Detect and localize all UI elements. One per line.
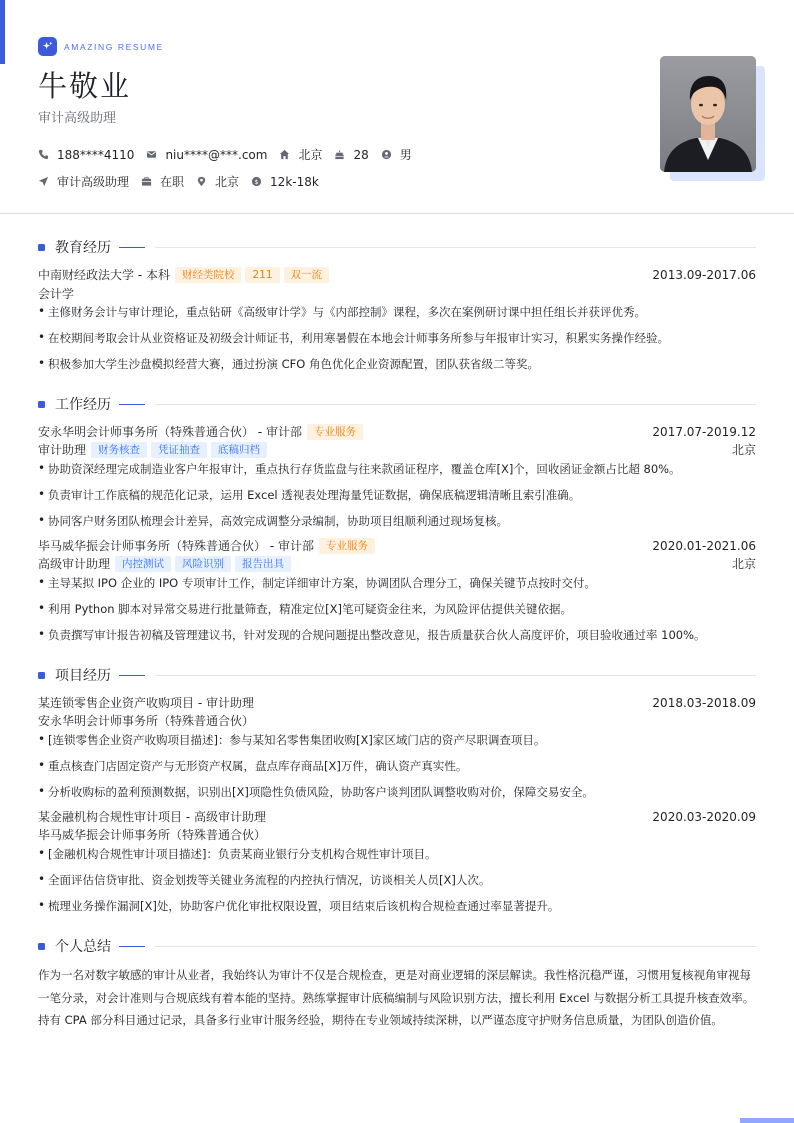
list-item: • 利用 Python 脚本对异常交易进行批量筛查，精准定位[X]笔可疑资金往来，为风险评估提供关键依据。: [38, 601, 573, 616]
summary-text: 作为一名对数字敏感的审计从业者，我始终认为审计不仅是合规检查，更是对商业逻辑的深层解读。我性格沉稳严谨，习惯用复核视角审视每一笔分录，对会计准则与合规底线有着本能的坚持。熟练掌握审计底稿编制与风险识别方法，擅长利用 Excel 与数据分析工具提升核查效率。持有 CPA 部分科目通过记录，具备多行业审计服务经验，期待在专业领域持续深耕，以严谨态度守护财务信息质量，为团队创造价值。: [38, 968, 755, 1027]
contact-row-2: [38, 173, 331, 190]
location-pin-icon: [196, 176, 207, 187]
education-header: [38, 266, 756, 283]
section-education: 教育经历: [38, 237, 756, 257]
contact-phone: 188****4110: [38, 148, 134, 162]
resume-header: [0, 0, 794, 214]
role-tag: 报告出具: [235, 556, 291, 572]
list-item: • 在校期间考取会计从业资格证及初级会计师证书，利用寒暑假在本地会计师事务所参与年报审计实习，积累实务操作经验。: [38, 330, 669, 345]
school-tag: 财经类院校: [175, 267, 242, 283]
company-name: 安永华明会计师事务所（特殊普通合伙） - 审计部: [38, 425, 302, 439]
candidate-name: 牛敬业: [38, 69, 132, 103]
brand-text: AMAZING RESUME: [64, 41, 164, 52]
project-title: 某连锁零售企业资产收购项目 - 审计助理: [38, 696, 254, 710]
contact-home: 北京: [279, 146, 322, 163]
project-date: 2020.03-2020.09: [652, 809, 756, 824]
work-date: 2020.01-2021.06: [652, 538, 756, 553]
project-title: 某金融机构合规性审计项目 - 高级审计助理: [38, 810, 266, 824]
school-tag: 211: [245, 267, 279, 283]
school-name: 中南财经政法大学 - 本科: [38, 268, 170, 282]
list-item: • 梳理业务操作漏洞[X]处，协助客户优化审批权限设置，项目结束后该机构合规检查通过率显著提升。: [38, 898, 560, 913]
project-org: 安永华明会计师事务所（特殊普通合伙）: [38, 714, 255, 728]
brand: [38, 37, 164, 56]
list-item: • 积极参加大学生沙盘模拟经营大赛，通过扮演 CFO 角色优化企业资源配置，团队获省级二等奖。: [38, 356, 540, 371]
work-header: [38, 423, 756, 440]
company-name: 毕马威华振会计师事务所（特殊普通合伙） - 审计部: [38, 539, 314, 553]
job-status: 在职: [141, 173, 184, 190]
role-title: 审计助理: [38, 443, 87, 457]
list-item: • 负责撰写审计报告初稿及管理建议书，针对发现的合规问题提出整改意见，报告质量获合伙人高度评价，项目验收通过率 100%。: [38, 627, 706, 642]
list-item: • 重点核查门店固定资产与无形资产权属，盘点库存商品[X]万件，确认资产真实性。: [38, 758, 468, 773]
svg-text:$: $: [254, 177, 259, 186]
contact-age: 28: [334, 148, 368, 162]
education-major: 会计学: [38, 287, 75, 301]
gender-icon: [381, 149, 392, 160]
education-date: 2013.09-2017.06: [652, 267, 756, 282]
list-item: • [连锁零售企业资产收购项目描述]：参与某知名零售集团收购[X]家区域门店的资产尽职调查项目。: [38, 732, 546, 747]
work-role: [38, 555, 756, 572]
job-city: 北京: [196, 173, 239, 190]
job-salary: $ 12k-18k: [251, 175, 319, 189]
briefcase-icon: [141, 176, 152, 187]
money-icon: [251, 176, 262, 187]
list-item: • 主导某拟 IPO 企业的 IPO 专项审计工作，制定详细审计方案，协调团队合理分工，确保关键节点按时交付。: [38, 575, 596, 590]
bottom-accent-bar: [740, 1118, 794, 1123]
list-item: • 协助资深经理完成制造业客户年报审计，重点执行存货监盘与往来款函证程序，覆盖仓库[X]个，回收函证金额占比超 80%。: [38, 461, 681, 476]
avatar: [660, 56, 766, 182]
project-header: [38, 694, 756, 711]
company-tag: 专业服务: [307, 424, 363, 440]
contact-gender: 男: [381, 146, 412, 163]
project-header: [38, 808, 756, 825]
role-tag: 风险识别: [175, 556, 231, 572]
list-item: • 分析收购标的盈利预测数据，识别出[X]项隐性负债风险，协助客户谈判团队调整收购对价，保障交易安全。: [38, 784, 594, 799]
work-location: 北京: [731, 557, 756, 571]
role-tag: 内控测试: [115, 556, 171, 572]
role-tag: 底稿归档: [211, 442, 267, 458]
cake-icon: [334, 149, 345, 160]
send-icon: [38, 176, 49, 187]
company-tag: 专业服务: [319, 538, 375, 554]
role-tag: 凭证抽查: [151, 442, 207, 458]
avatar-photo: [660, 56, 756, 172]
contact-email: niu****@***.com: [146, 148, 267, 162]
candidate-title: 审计高级助理: [38, 111, 117, 126]
project-date: 2018.03-2018.09: [652, 695, 756, 710]
work-date: 2017.07-2019.12: [652, 424, 756, 439]
job-intent: 审计高级助理: [38, 173, 129, 190]
role-title: 高级审计助理: [38, 557, 111, 571]
section-work: 工作经历: [38, 394, 756, 414]
work-header: [38, 537, 756, 554]
role-tag: 财务核查: [91, 442, 147, 458]
home-icon: [279, 149, 290, 160]
sparkle-icon: [38, 37, 57, 56]
list-item: • 全面评估信贷审批、资金划拨等关键业务流程的内控执行情况，访谈相关人员[X]人次。: [38, 872, 491, 887]
work-role: [38, 441, 756, 458]
section-project: 项目经历: [38, 665, 756, 685]
phone-icon: [38, 149, 49, 160]
list-item: • 负责审计工作底稿的规范化记录，运用 Excel 透视表处理海量凭证数据，确保底稿逻辑清晰且索引准确。: [38, 487, 581, 502]
school-tag: 双一流: [284, 267, 330, 283]
mail-icon: [146, 149, 157, 160]
list-item: • 主修财务会计与审计理论，重点钻研《高级审计学》与《内部控制》课程，多次在案例研讨课中担任组长并获评优秀。: [38, 304, 646, 319]
contact-row-1: [38, 146, 424, 163]
section-summary: 个人总结: [38, 936, 756, 956]
project-org: 毕马威华振会计师事务所（特殊普通合伙）: [38, 828, 267, 842]
work-location: 北京: [731, 443, 756, 457]
list-item: • [金融机构合规性审计项目描述]：负责某商业银行分支机构合规性审计项目。: [38, 846, 437, 861]
list-item: • 协同客户财务团队梳理会计差异，高效完成调整分录编制，协助项目组顺利通过现场复核。: [38, 513, 508, 528]
